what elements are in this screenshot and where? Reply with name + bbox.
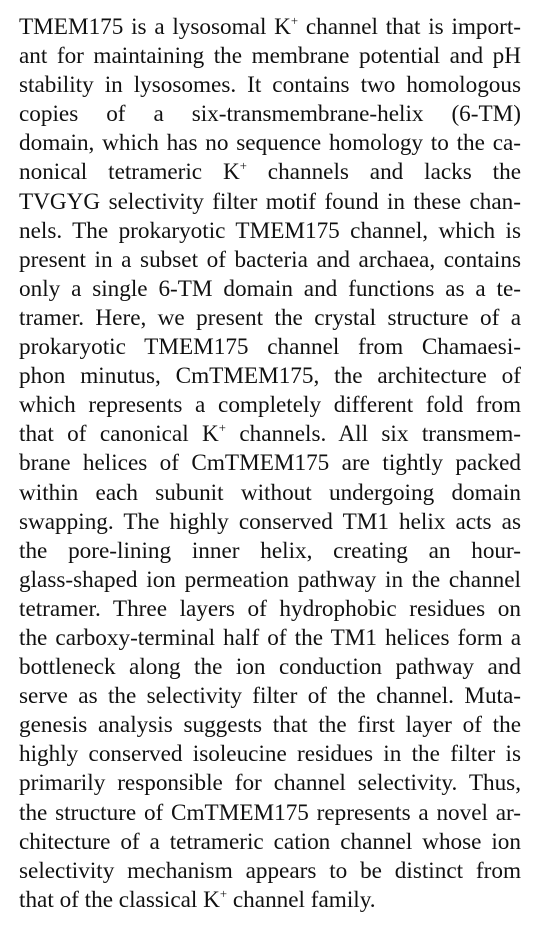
superscript-charge: + [218,421,226,436]
text-segment: TMEM175 is a lysosomal K [19,14,291,40]
text-line [19,479,521,508]
text-segment: genesis analysis suggests that the first layer of the [19,712,521,739]
text-line [19,508,521,537]
text-line [19,158,521,187]
text-line [19,682,521,711]
text-segment: copies of a six-transmembrane-helix (6-TM) [19,101,521,128]
text-line [19,304,521,333]
text-segment: highly conserved isoleucine residues in the filter is [19,741,521,768]
text-line [19,100,521,129]
text-line [19,391,521,420]
text-line [19,799,521,828]
text-line [19,566,521,595]
text-line [19,71,521,100]
text-segment: channels and lacks the [246,159,521,186]
text-line [19,42,521,71]
text-segment: domain, which has no sequence homology to the ca- [19,130,521,157]
text-segment: channels. All six transmem- [226,421,521,448]
superscript-charge: + [219,886,228,901]
text-line [19,653,521,682]
text-segment: that of canonical K [19,421,219,448]
superscript-charge: + [290,13,299,28]
text-line [19,333,521,362]
text-segment: serve as the selectivity filter of the channel. Muta- [19,683,521,710]
text-line [19,246,521,275]
text-line [19,886,521,915]
text-line [19,769,521,798]
text-segment: present in a subset of bacteria and archaea, contains [19,246,521,273]
text-line [19,217,521,246]
superscript-charge: + [239,159,247,174]
text-line [19,857,521,886]
text-line [19,362,521,391]
text-segment: nels. The prokaryotic TMEM175 channel, which is [19,217,521,244]
text-line [19,828,521,857]
text-segment: the structure of CmTMEM175 represents a novel ar- [19,799,521,826]
text-line [19,595,521,624]
text-segment: channel family. [227,886,376,913]
text-line [19,537,521,566]
text-segment: nonical tetrameric K [19,159,240,186]
text-segment: tetramer. Three layers of hydrophobic residues on [19,595,521,622]
text-segment: the pore-lining inner helix, creating an hour- [19,537,521,564]
text-segment: selectivity mechanism appears to be distinct from [19,857,521,884]
text-segment: primarily responsible for channel selectivity. Thus, [19,770,521,797]
text-segment: stability in lysosomes. It contains two homologous [19,72,521,99]
text-segment: only a single 6-TM domain and functions as a te- [19,275,521,302]
text-line [19,13,521,42]
text-segment: channel that is import- [298,14,522,40]
text-segment: glass-shaped ion permeation pathway in the channel [19,566,521,593]
text-line [19,188,521,217]
abstract-paragraph [19,13,521,915]
text-segment: phon minutus, CmTMEM175, the architecture of [19,363,521,390]
text-segment: bottleneck along the ion conduction pathway and [19,654,521,681]
text-segment: tramer. Here, we present the crystal structure of a [19,304,521,331]
text-segment: within each subunit without undergoing domain [19,479,521,506]
text-line [19,129,521,158]
text-segment: that of the classical K [19,886,220,913]
text-segment: TVGYG selectivity filter motif found in these chan- [19,188,521,215]
text-segment: the carboxy-terminal half of the TM1 helices form a [19,624,521,651]
text-segment: swapping. The highly conserved TM1 helix acts as [19,508,521,535]
text-segment: brane helices of CmTMEM175 are tightly packed [19,450,521,477]
text-line [19,275,521,304]
text-line [19,449,521,478]
text-segment: which represents a completely different fold from [19,392,521,419]
text-line [19,711,521,740]
text-line [19,624,521,653]
text-segment: ant for maintaining the membrane potential and pH [19,43,521,70]
text-segment: chitecture of a tetrameric cation channel whose ion [19,828,521,855]
text-line [19,740,521,769]
text-line [19,420,521,449]
text-segment: prokaryotic TMEM175 channel from Chamaesi- [19,334,521,361]
